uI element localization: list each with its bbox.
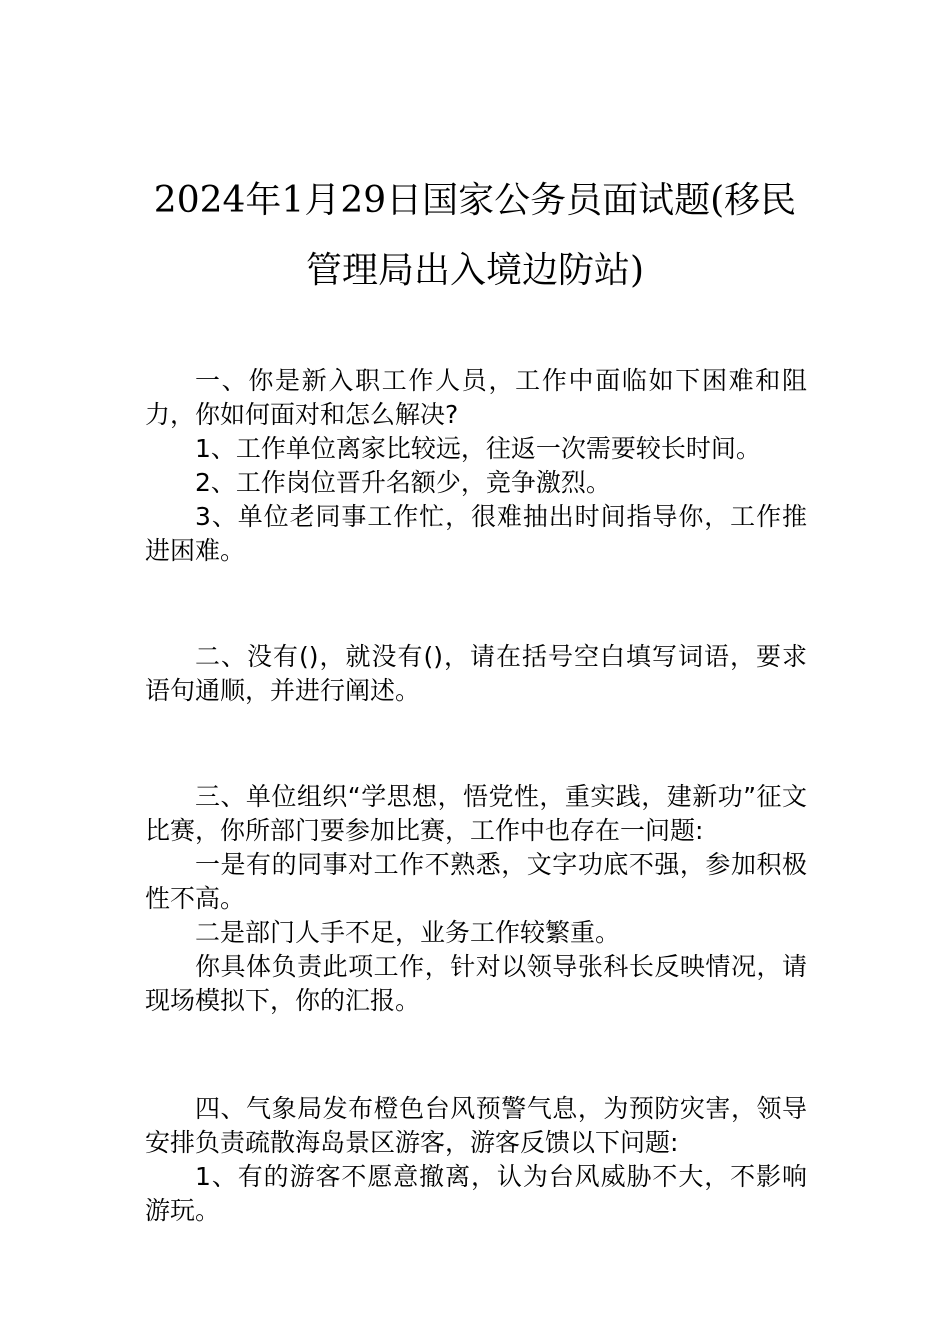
question-3-task: 你具体负责此项工作，针对以领导张科长反映情况，请现场模拟下，你的汇报。 <box>145 952 807 1015</box>
question-1-item-1: 1、工作单位离家比较远，往返一次需要较长时间。 <box>195 434 761 463</box>
question-1-item-3: 3、单位老同事工作忙，很难抽出时间指导你，工作推进困难。 <box>145 502 807 565</box>
document-title: 2024年1月29日国家公务员面试题(移民管理局出入境边防站) <box>153 180 797 291</box>
question-1-prompt: 一、你是新入职工作人员，工作中面临如下困难和阻力，你如何面对和怎么解决? <box>145 366 807 429</box>
question-3-point-1: 一是有的同事对工作不熟悉，文字功底不强，参加积极性不高。 <box>145 850 807 913</box>
question-2 <box>145 640 807 708</box>
question-1-item-2: 2、工作岗位晋升名额少，竞争激烈。 <box>195 468 611 497</box>
question-3-point-2: 二是部门人手不足，业务工作较繁重。 <box>195 918 621 947</box>
question-1 <box>145 364 807 568</box>
question-2-prompt: 二、没有()，就没有()，请在括号空白填写词语，要求语句通顺，并进行阐述。 <box>145 642 807 705</box>
question-3-prompt: 三、单位组织“学思想，悟党性，重实践，建新功”征文比赛，你所部门要参加比赛，工作中也存在一问题: <box>145 782 807 845</box>
question-4-item-1: 1、有的游客不愿意撤离，认为台风威胁不大，不影响游玩。 <box>145 1162 807 1225</box>
question-3 <box>145 780 807 1018</box>
question-4-prompt: 四、气象局发布橙色台风预警气息，为预防灾害，领导安排负责疏散海岛景区游客，游客反馈以下问题: <box>145 1094 807 1157</box>
question-4 <box>145 1092 807 1228</box>
